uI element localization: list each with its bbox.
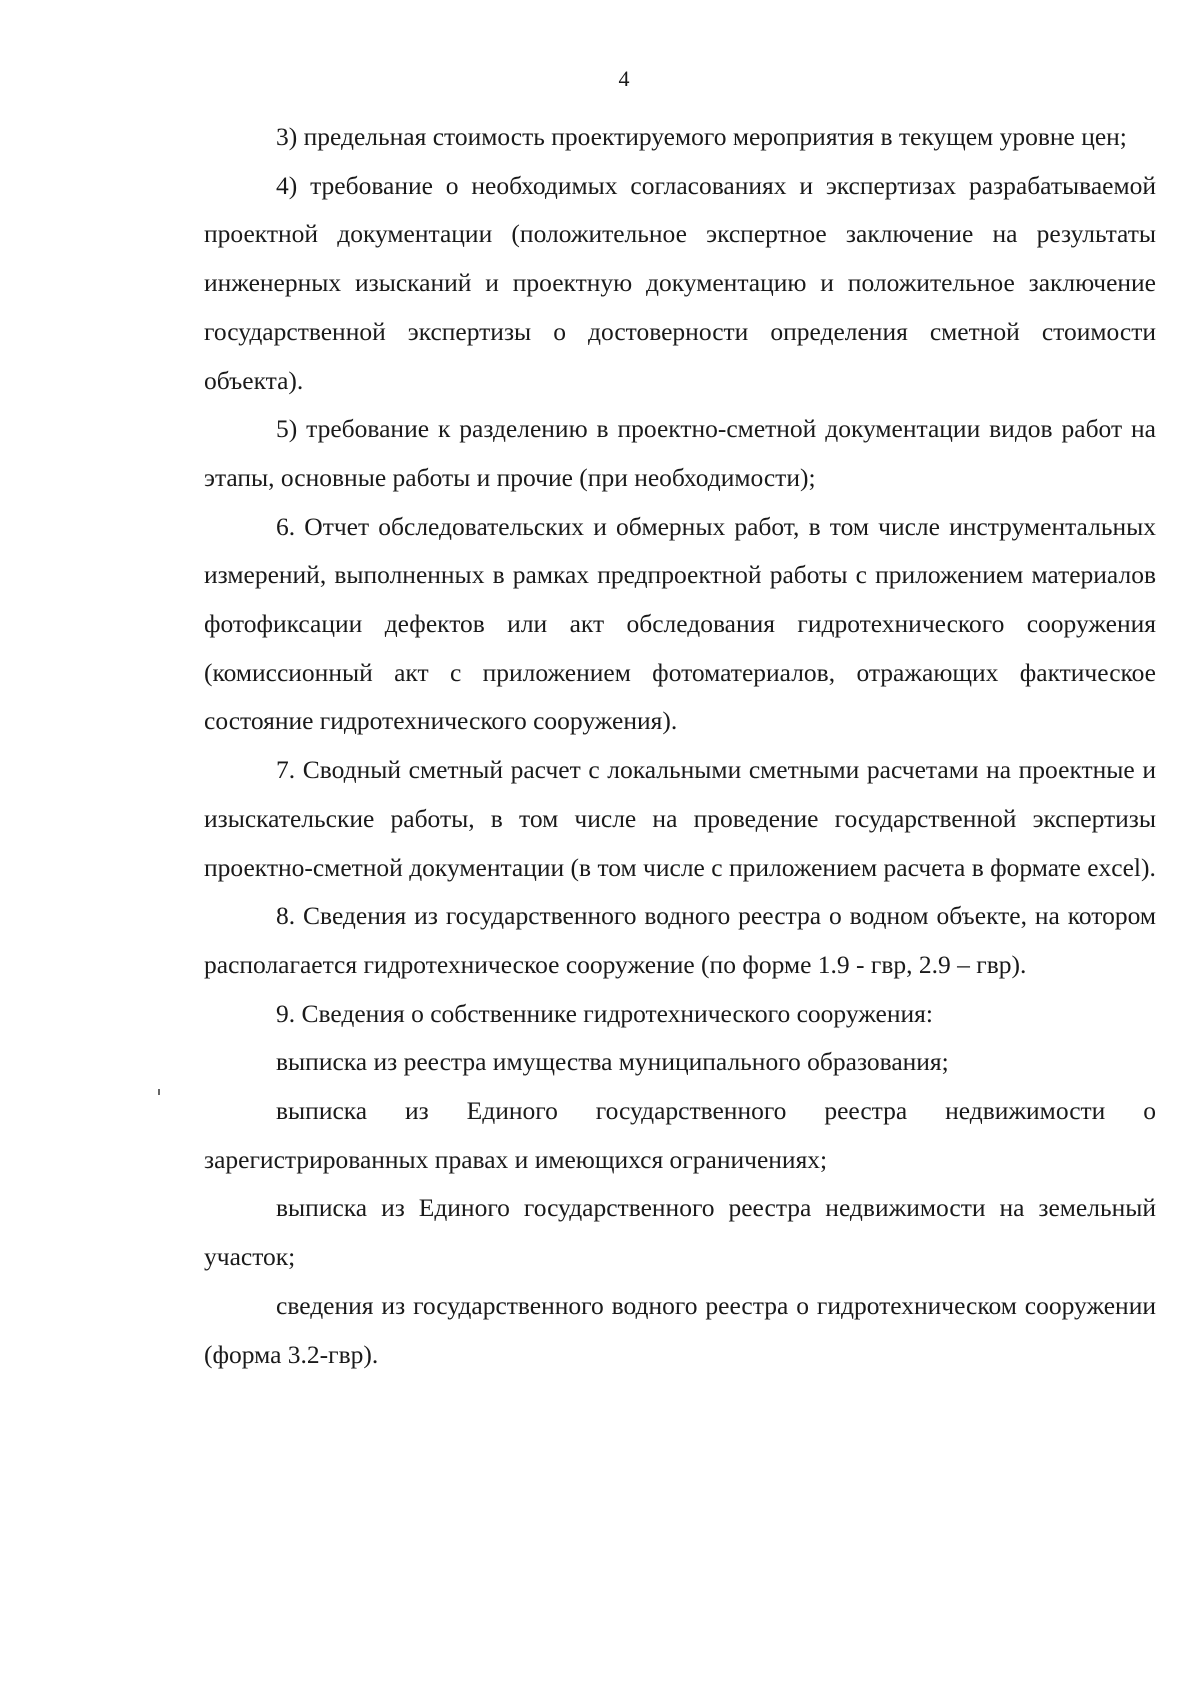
item-4-expertise-requirement: 4) требование о необходимых согласованиях и экспертизах разрабатываемой проектной документации (положительное экспертное заключение на результаты инженерных изысканий и проектную документацию и положительное заключение государственной экспертизы о достоверности определения сметной стоимости объекта).: [204, 170, 1156, 395]
scan-speck: [158, 1089, 160, 1095]
municipal-property-extract: выписка из реестра имущества муниципального образования;: [276, 1047, 949, 1077]
item-6-survey-report: 6. Отчет обследовательских и обмерных работ, в том числе инструментальных измерений, выполненных в рамках предпроектной работы с приложением материалов фотофиксации дефектов или акт обследования гидротехнического сооружения (комиссионный акт с приложением фотоматериалов, отражающих фактическое состояние гидротехнического сооружения).: [204, 511, 1156, 736]
page-number: 4: [618, 66, 630, 91]
land-plot-extract: выписка из Единого государственного реестра недвижимости на земельный участок;: [204, 1193, 1156, 1272]
item-9-owner-info: 9. Сведения о собственнике гидротехнического сооружения:: [276, 998, 933, 1028]
item-8-water-register-info: 8. Сведения из государственного водного реестра о водном объекте, на котором располагается гидротехническое сооружение (по форме 1.9 - гвр, 2.9 – гвр).: [204, 901, 1156, 979]
document-body: [204, 113, 1156, 1379]
real-estate-rights-extract: выписка из Единого государственного реестра недвижимости о зарегистрированных правах и имеющихся ограничениях;: [204, 1096, 1156, 1174]
item-7-cost-estimate: 7. Сводный сметный расчет с локальными сметными расчетами на проектные и изыскательские работы, в том числе на проведение государственной экспертизы проектно-сметной документации (в том числе с приложением расчета в формате excel).: [204, 755, 1156, 882]
hydraulic-structure-register-info: сведения из государственного водного реестра о гидротехническом сооружении (форма 3.2-гвр).: [204, 1290, 1156, 1369]
item-5-work-stages-requirement: 5) требование к разделению в проектно-сметной документации видов работ на этапы, основные работы и прочие (при необходимости);: [204, 414, 1156, 492]
item-3-max-cost: 3) предельная стоимость проектируемого мероприятия в текущем уровне цен;: [276, 122, 1127, 151]
